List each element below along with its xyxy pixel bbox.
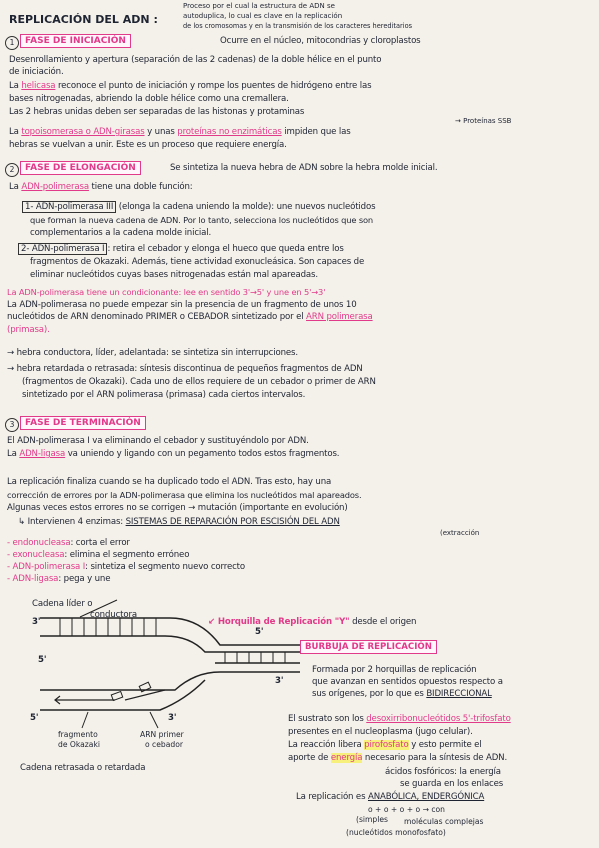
text-line: moléculas complejas: [404, 817, 484, 826]
keyword-adn-polimerasa: ADN-polimerasa: [21, 182, 89, 192]
keyword-adn-ligasa: ADN-ligasa: [19, 449, 66, 459]
text-line: se guarda en los enlaces: [400, 779, 504, 789]
label-3prime: 3': [275, 676, 284, 686]
text-line: nucleótidos de ARN denominado PRIMER o CEBADOR sintetizado por el ARN polimerasa: [7, 312, 373, 322]
enzyme-line: - ADN-ligasa: pega y une: [7, 574, 111, 584]
text-line: → hebra conductora, líder, adelantada: se sintetiza sin interrupciones.: [7, 348, 298, 358]
text-line: La ADN-polimerasa tiene un condicionante: lee en sentido 3'→5' y une en 5'→3': [7, 287, 326, 297]
text-line: o + o + o + o → con: [368, 805, 445, 814]
text-line: sus orígenes, por lo que es BIDIRECCIONAL: [312, 689, 492, 699]
text-line: complementarios a la cadena molde inicial.: [30, 228, 212, 238]
label-okazaki: de Okazaki: [58, 740, 100, 749]
intro-line-2: autoduplica, lo cual es clave en la replicación: [183, 12, 343, 20]
text-line: sintetizado por el ARN polimerasa (primasa) cada ciertos intervalos.: [22, 390, 306, 400]
upper-rungs: [60, 618, 156, 636]
enzyme-line: - ADN-polimerasa I: sintetiza el segmento nuevo correcto: [7, 562, 245, 572]
label-3prime: 3': [32, 617, 41, 627]
text-line: El sustrato son los desoxirribonucleótidos 5'-trifosfato: [288, 714, 511, 724]
text-line: aporte de energía necesario para la síntesis de ADN.: [288, 753, 508, 763]
polimerasa-i-box: 2- ADN-polimerasa I: [18, 243, 107, 255]
text-line: que avanzan en sentidos opuestos respecto a: [312, 677, 503, 687]
repair-systems-label: SISTEMAS DE REPARACIÓN POR ESCISIÓN DEL ADN: [125, 517, 340, 527]
text-line: Desenrollamiento y apertura (separación de las 2 cadenas) de la doble hélice en el punto: [9, 55, 382, 65]
fork-upper-new-strand: [40, 636, 300, 652]
text-line: (simples: [356, 815, 388, 824]
section-2-header: FASE DE ELONGACIÓN: [20, 161, 141, 175]
enzyme-line: - exonucleasa: elimina el segmento erróneo: [7, 550, 190, 560]
keyword-proteinas: proteínas no enzimáticas: [177, 127, 282, 137]
text-line: 1- ADN-polimerasa III (elonga la cadena uniendo la molde): une nuevos nucleótidos: [22, 203, 375, 212]
text-line: de iniciación.: [9, 67, 64, 77]
label-fragmento: fragmento: [58, 730, 98, 739]
enzyme-line: - endonucleasa: corta el error: [7, 538, 130, 548]
ssb-note: → Proteínas SSB: [455, 117, 512, 125]
text-line: bases nitrogenadas, abriendo la doble hélice como una cremallera.: [9, 94, 289, 104]
text-line: ↳ Intervienen 4 enzimas: SISTEMAS DE REPARACIÓN POR ESCISIÓN DEL ADN: [18, 517, 340, 527]
text-line: (fragmentos de Okazaki). Cada uno de ellos requiere de un cebador o primer de ARN: [22, 377, 376, 387]
text-line: (primasa).: [7, 325, 50, 335]
text-line: La topoisomerasa o ADN-girasas y unas proteínas no enzimáticas impiden que las: [9, 127, 351, 137]
text-line: ácidos fosfóricos: la energía: [385, 767, 501, 777]
text-line: 2- ADN-polimerasa I : retira el cebador y elonga el hueco que queda entre los: [18, 245, 344, 254]
extraccion-note: (extracción: [440, 529, 480, 537]
text-line: La replicación finaliza cuando se ha duplicado todo el ADN. Tras esto, hay una: [7, 477, 332, 487]
text-line: La helicasa reconoce el punto de iniciación y rompe los puentes de hidrógeno entre las: [9, 81, 372, 91]
text-line: fragmentos de Okazaki. Además, tiene actividad exonucleásica. Son capaces de: [30, 257, 365, 267]
intro-line-3: de los cromosomas y en la transmisión de los caracteres hereditarios: [183, 22, 413, 30]
text-line: → hebra retardada o retrasada: síntesis discontinua de pequeños fragmentos de ADN: [7, 364, 363, 374]
text-line: eliminar nucleótidos cuyas bases nitrogenadas están mal apareadas.: [30, 270, 318, 280]
occurs-note: Ocurre en el núcleo, mitocondrias y cloroplastos: [220, 36, 421, 46]
text-line: El ADN-polimerasa I va eliminando el cebador y sustituyéndolo por ADN.: [7, 436, 309, 446]
text-line: (nucleótidos monofosfato): [346, 828, 446, 837]
label-arn-primer: ARN primer: [140, 730, 184, 739]
burbuja-header: BURBUJA DE REPLICACIÓN: [300, 640, 437, 654]
label-5prime: 5': [30, 713, 39, 723]
keyword-topoisomerasa: topoisomerasa o ADN-girasas: [21, 127, 145, 137]
text-line: Formada por 2 horquillas de replicación: [312, 665, 477, 675]
right-rungs: [225, 652, 285, 663]
text-line: corrección de errores por la ADN-polimerasa que elimina los nucleótidos mal apareados.: [7, 490, 362, 500]
label-5prime: 5': [255, 627, 264, 637]
label-cebador: o cebador: [145, 740, 183, 749]
text-line: Algunas veces estos errores no se corrigen → mutación (importante en evolución): [7, 503, 348, 513]
label-cadena-lider: Cadena líder o: [32, 599, 93, 609]
okazaki-arrows: [55, 690, 165, 704]
label-3prime: 3': [168, 713, 177, 723]
section-3-number: 3: [5, 418, 19, 432]
label-cadena-retrasada: Cadena retrasada o retardada: [20, 763, 146, 773]
section-3-header: FASE DE TERMINACIÓN: [20, 416, 146, 430]
page-title: REPLICACIÓN DEL ADN :: [9, 13, 158, 26]
text-line: La replicación es ANABÓLICA, ENDERGÓNICA: [296, 792, 485, 802]
label-5prime: 5': [38, 655, 47, 665]
text-line: La ADN-ligasa va uniendo y ligando con un pegamento todos estos fragmentos.: [7, 449, 340, 459]
keyword-arn-polimerasa: ARN polimerasa: [306, 312, 373, 322]
primer-box: [111, 691, 122, 700]
text-line: Las 2 hebras unidas deben ser separadas de las histonas y protaminas: [9, 107, 305, 117]
text-line: presentes en el nucleoplasma (jugo celular).: [288, 727, 473, 737]
text-line: La ADN-polimerasa tiene una doble función:: [9, 182, 193, 192]
polimerasa-iii-box: 1- ADN-polimerasa III: [22, 201, 116, 213]
text-line: La reacción libera pirofosfato y esto permite el: [288, 740, 482, 750]
section-1-number: 1: [5, 36, 19, 50]
horquilla-label: ↙ Horquilla de Replicación "Y" desde el origen: [208, 617, 417, 627]
intro-line-1: Proceso por el cual la estructura de ADN se: [183, 2, 335, 10]
section-1-header: FASE DE INICIACIÓN: [20, 34, 131, 48]
text-line: Se sintetiza la nueva hebra de ADN sobre la hebra molde inicial.: [170, 163, 438, 173]
label-conductora: conductora: [90, 610, 137, 620]
text-line: que forman la nueva cadena de ADN. Por lo tanto, selecciona los nucleótidos que son: [30, 215, 374, 225]
text-line: hebras se vuelvan a unir. Este es un proceso que requiere energía.: [9, 140, 287, 150]
section-2-number: 2: [5, 163, 19, 177]
keyword-helicasa: helicasa: [21, 81, 56, 91]
text-line: La ADN-polimerasa no puede empezar sin la presencia de un fragmento de unos 10: [7, 300, 357, 310]
